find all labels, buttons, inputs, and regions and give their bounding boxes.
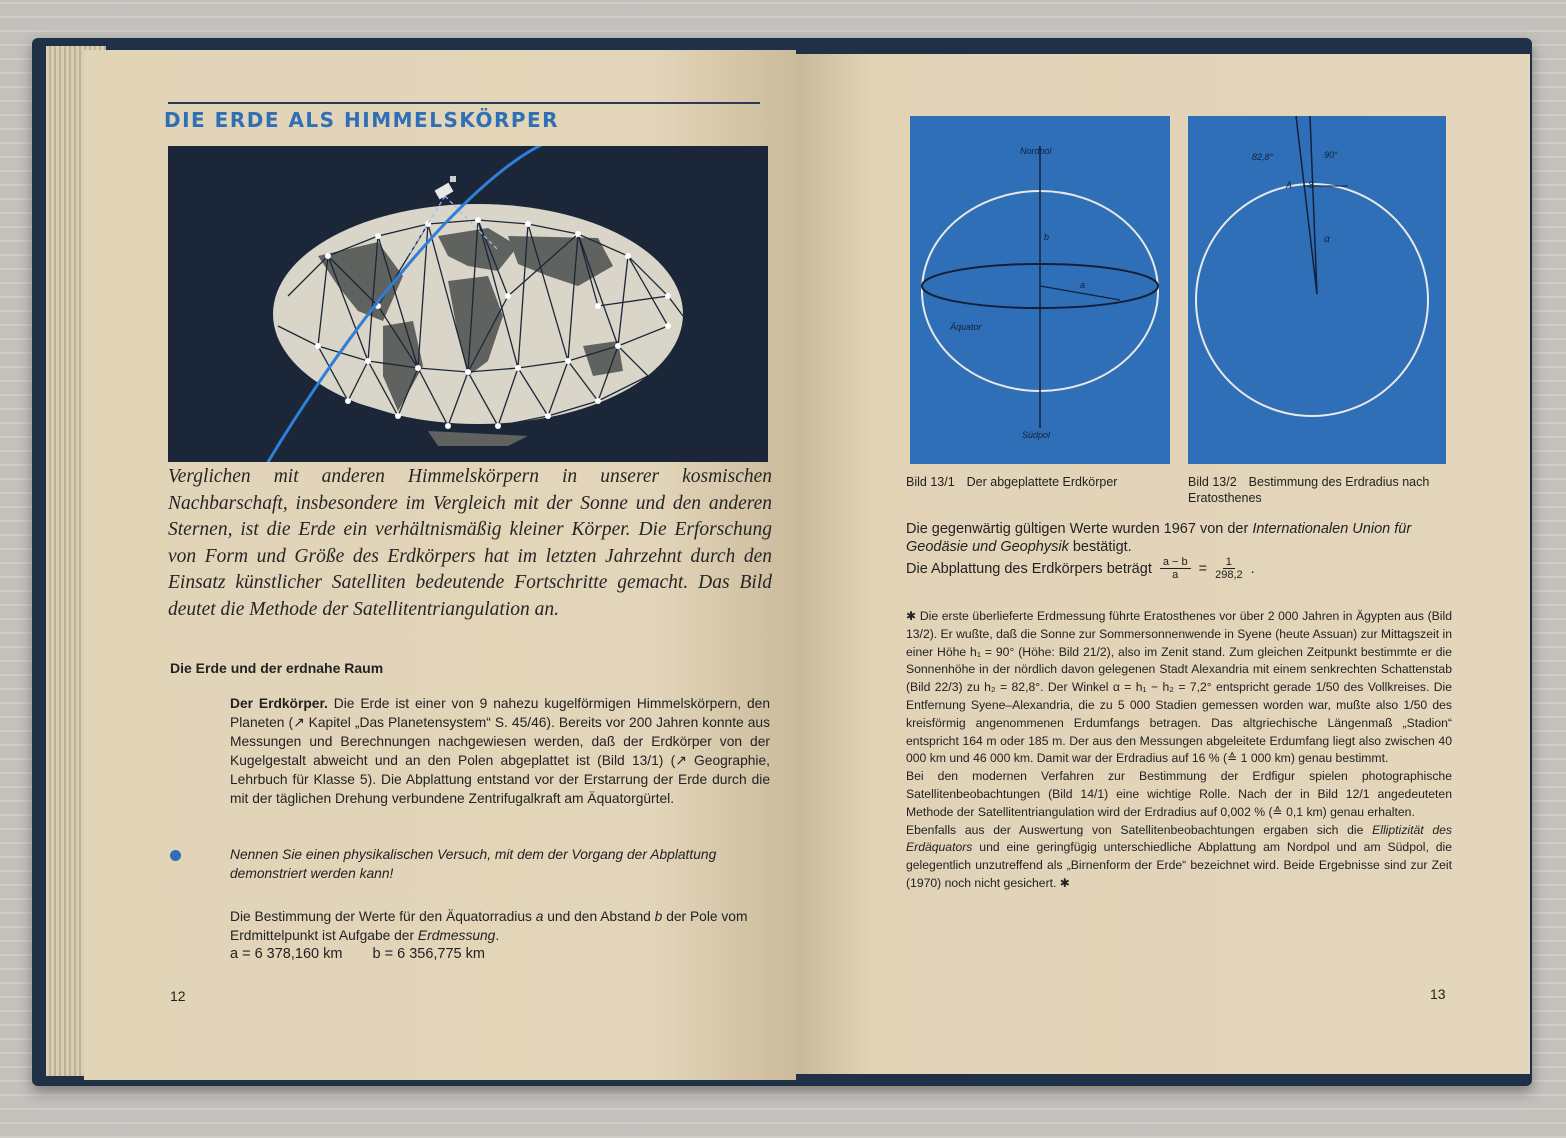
page-number-right: 13 <box>1430 986 1446 1002</box>
caption-13-1 <box>906 474 1176 490</box>
label-north: Nordpol <box>1020 146 1052 156</box>
globe-illustration <box>168 146 768 462</box>
eratosthenes-paragraph <box>906 608 1452 893</box>
determination-pre: Die Bestimmung der Werte für den Äquatorradius <box>230 909 536 924</box>
determination-post: der Pole vom Erdmittelpunkt ist Aufgabe der <box>230 909 748 943</box>
page-number-left: 12 <box>170 988 186 1004</box>
title-rule <box>168 102 760 104</box>
label-alpha: α <box>1324 234 1330 245</box>
flatten-eq: = <box>1198 560 1208 577</box>
flatten-text: Die Abplattung des Erdkörpers beträgt <box>906 560 1152 577</box>
figure-oblate-earth <box>910 116 1170 464</box>
paragraph-lead: Der Erdkörper. <box>230 696 328 711</box>
caption-13-1-num: Bild 13/1 <box>906 475 955 489</box>
eratosthenes-diagram <box>1188 116 1446 464</box>
term-erdmessung: Erdmessung <box>417 928 496 943</box>
valid-post: bestätigt. <box>1068 539 1132 555</box>
small-text-3 <box>906 822 1452 893</box>
label-a: a <box>1080 280 1086 290</box>
label-b: b <box>1044 232 1050 242</box>
figure-eratosthenes <box>1188 116 1446 464</box>
var-b: b <box>654 909 663 924</box>
right-page <box>796 54 1530 1074</box>
section-heading: Die Erde und der erdnahe Raum <box>170 660 384 676</box>
angle-2: 90° <box>1324 150 1338 160</box>
flatten-num: a − b <box>1160 556 1191 569</box>
determination-end: . <box>495 928 500 943</box>
flatten-val-num: 1 <box>1223 556 1235 569</box>
satellite-icon <box>435 176 456 199</box>
task-text: Nennen Sie einen physikalischen Versuch, mit dem der Vorgang der Abplattung demonstriert werden kann! <box>230 847 717 881</box>
task-bullet-icon <box>170 850 181 861</box>
angle-1: 82,8° <box>1252 152 1274 162</box>
intro-paragraph: Verglichen mit anderen Himmelskörpern in unserer kosmischen Nachbarschaft, insbesondere im Vergleich mit der Sonne und den anderen Sternen, ist die Erde ein verhältnismäßig kleiner Körper. Die Erforschung von Form und Größe des Erdkörpers hat im letzten Jahrzehnt durch den Einsatz künstlicher Satelliten bedeutende Fortschritte gemacht. Das Bild deutet die Methode der Satellitentriangulation an. <box>168 466 772 620</box>
caption-13-2 <box>1188 474 1458 506</box>
label-A: A <box>1286 180 1293 190</box>
determination-paragraph <box>230 907 770 945</box>
small-text-2: Bei den modernen Verfahren zur Bestimmung der Erdfigur spielen photographische Satellitenbeobachtungen (Bild 14/1) eine wichtige Rolle. Nach der in Bild 12/1 angedeuteten Methode der Satellitentriangulation wird der Erdradius auf 0,002 % (≙ 0,1 km) genau erhalten. <box>906 769 1452 819</box>
small-text-3-mid: und eine geringfügig unterschiedliche Abplattung am Nordpol und am Südpol, die gelegentlich unzutreffend als „Birnenform der Erde“ bezeichnet wird. Beide Ergebnisse sind zur Zeit (1970) noch nicht gesichert. ✱ <box>906 840 1452 890</box>
caption-13-1-text: Der abgeplattete Erdkörper <box>966 475 1118 489</box>
paragraph-text: Die Erde ist einer von 9 nahezu kugelförmigen Himmelskörpern, den Planeten (↗ Kapitel „Das Planetensystem“ S. 45/46). Bereits vor 200 Jahren konnte aus Messungen und Berechnungen nachgewiesen werden, daß der Erdkörper von der Kugelgestalt abweicht und an den Polen abgeplattet ist (Bild 13/1) (↗ Geographie, Lehrbuch für Klasse 5). Die Abplattung entstand vor der Erstarrung der Erde durch die mit der täglichen Drehung verbundene Zentrifugalkraft am Äquatorgürtel. <box>230 696 770 806</box>
oblate-earth-diagram <box>910 116 1170 464</box>
flatten-den: a <box>1172 569 1179 581</box>
label-S: S <box>1308 180 1315 190</box>
caption-13-2-text: Bestimmung des Erdradius nach Eratosthenes <box>1188 475 1430 505</box>
var-a: a <box>535 909 544 924</box>
left-page <box>84 50 796 1080</box>
flatten-fraction <box>1160 556 1191 581</box>
label-south: Südpol <box>1022 430 1051 440</box>
flatten-end: . <box>1250 560 1255 577</box>
valid-pre: Die gegenwärtig gültigen Werte wurden 1967 von der <box>906 521 1253 537</box>
valid-org: Internationalen Union für Geodäsie und Geophysik <box>906 521 1412 555</box>
earth-body-paragraph <box>230 694 770 808</box>
valid-values-paragraph <box>906 520 1466 556</box>
small-text-3-pre: Ebenfalls aus der Auswertung von Satellitenbeobachtungen ergaben sich die <box>906 822 1373 837</box>
formula-b: b = 6 356,775 km <box>372 946 485 962</box>
determination-mid: und den Abstand <box>543 909 655 924</box>
radius-formulas <box>230 946 485 962</box>
label-equator: Äquator <box>950 322 982 332</box>
flatten-val-den: 298,2 <box>1215 569 1243 581</box>
formula-a: a = 6 378,160 km <box>230 946 343 962</box>
chapter-title: DIE ERDE ALS HIMMELSKÖRPER <box>164 108 560 132</box>
caption-13-2-num: Bild 13/2 <box>1188 475 1237 489</box>
small-text-1: ✱ Die erste überlieferte Erdmessung führte Eratosthenes vor über 2 000 Jahren in Ägypten aus (Bild 13/2). Er wußte, daß die Sonne zur Sommersonnenwende in Syene (heute Assuan) zur Mittagszeit in einer Höhe h₁ = 90° (Höhe: Bild 21/2), also im Zenit stand. Zum gleichen Zeitpunkt bestimmte er die Sonnenhöhe in der nördlich davon gelegenen Stadt Alexandria mit einem senkrechten Schattenstab (Bild 22/3) zu h₂ = 82,8°. Der Winkel α = h₁ − h₂ = 7,2° entspricht gerade 1/50 des Vollkreises. Die Entfernung Syene–Alexandria, die zu 5 000 Stadien gemessen worden war, mußte also 1/50 des kreisförmig angenommenen Erdumfangs betragen. Das altgriechische Längenmaß „Stadion“ entspricht 164 m oder 185 m. Der aus den Messungen abgeleitete Erdumfang liegt also zwischen 40 000 km und 46 000 km. Damit war der Erdradius auf 16 % (≙ 1 000 km) genau bestimmt. <box>906 609 1453 766</box>
flatten-value-fraction <box>1215 556 1243 581</box>
satellite-triangulation-figure <box>168 146 768 462</box>
small-text-3-term: Elliptizität des Erdäquators <box>906 822 1452 855</box>
flattening-formula <box>906 556 1255 581</box>
